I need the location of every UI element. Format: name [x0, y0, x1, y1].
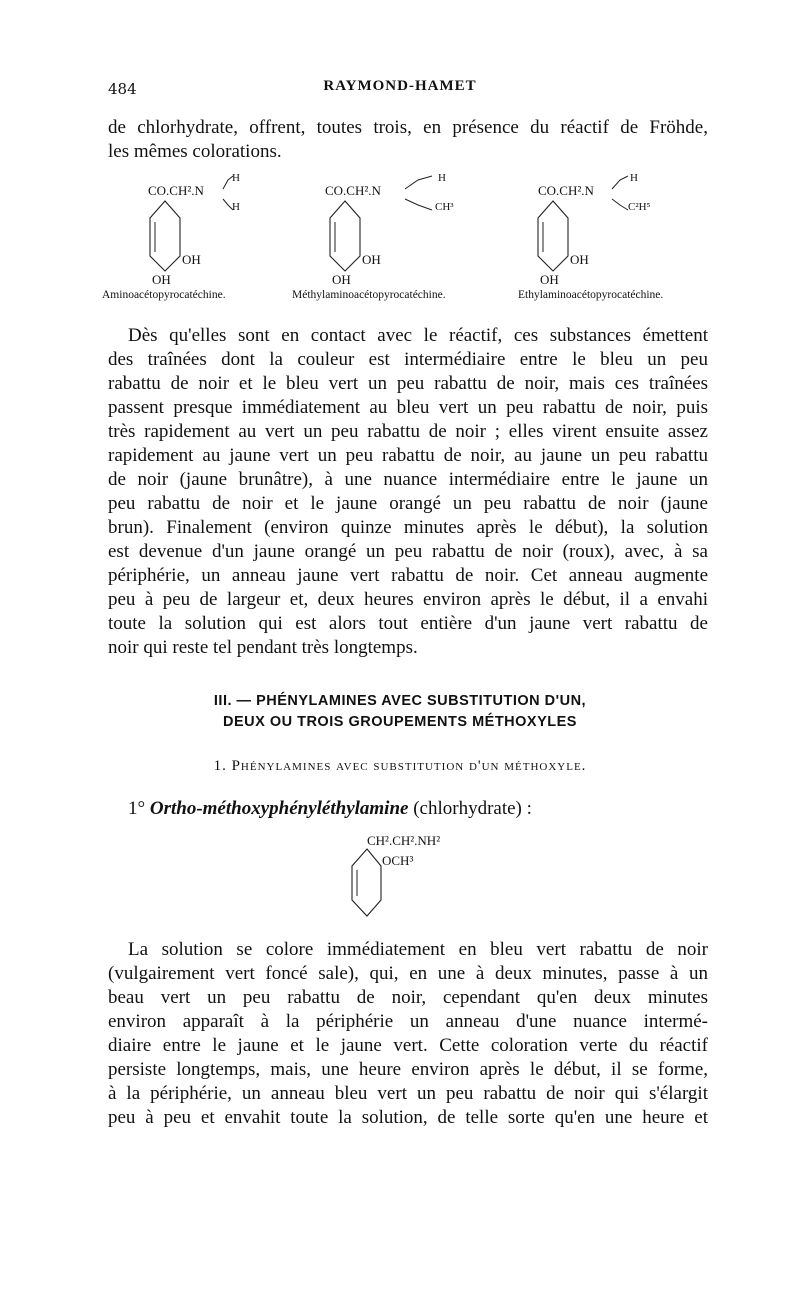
substituent-bottom: CH³: [435, 201, 454, 213]
hydroxyl-bottom: OH: [540, 272, 559, 287]
substituent-top: H: [232, 172, 240, 184]
paragraph-line: toute la solution qui est alors tout entière d'un jaune vert rabattu de: [108, 613, 708, 634]
section-heading-line-2: DEUX OU TROIS GROUPEMENTS MÉTHOXYLES: [223, 714, 577, 730]
paragraph-line: peu rabattu de noir et le jaune orangé un peu rabattu de noir (jaune: [108, 493, 708, 514]
compound-name: Ortho-méthoxyphényléthylamine: [149, 798, 409, 819]
side-chain-label: CO.CH².N: [148, 183, 204, 198]
paragraph-line: périphérie, un anneau jaune vert rabattu de noir. Cet anneau augmente: [108, 565, 708, 586]
paragraph-line: noir qui reste tel pendant très longtemps.: [108, 637, 418, 658]
substituent-bottom: H: [232, 201, 240, 213]
paragraph-line: environ apparaît à la périphérie un anneau d'une nuance intermé-: [108, 1011, 708, 1032]
hydroxyl-bottom: OH: [332, 272, 351, 287]
side-chain-label: CO.CH².N: [325, 183, 381, 198]
side-chain-label: CO.CH².N: [538, 183, 594, 198]
methoxy-label: OCH³: [382, 853, 414, 868]
paragraph-line: de noir (jaune brunâtre), à une nuance intermédiaire entre le jaune un: [108, 469, 708, 490]
paragraph-line: rapidement au jaune vert un peu rabattu de noir, au jaune un peu rabattu: [108, 445, 708, 466]
paragraph-line: Dès qu'elles sont en contact avec le réactif, ces substances émettent: [128, 325, 708, 346]
side-chain-label: CH².CH².NH²: [367, 833, 441, 848]
paragraph-line: persiste longtemps, mais, une heure environ après le début, il se forme,: [108, 1059, 708, 1080]
paragraph-line: rabattu de noir et le bleu vert un peu rabattu de noir, mais ces traînées: [108, 373, 708, 394]
substituent-top: H: [438, 172, 446, 184]
paragraph-line: brun). Finalement (environ quinze minutes après le début), la solution: [108, 517, 708, 538]
paragraph-line: à la périphérie, un anneau bleu vert un peu rabattu de noir qui s'élargit: [108, 1083, 708, 1104]
paragraph-line: des traînées dont la couleur est intermédiaire entre le bleu un peu: [108, 349, 708, 370]
paragraph-line: très rapidement au vert un peu rabattu de noir ; elles virent ensuite assez: [108, 421, 708, 442]
running-title: RAYMOND-HAMET: [323, 78, 477, 94]
structure-caption: Ethylaminoacétopyrocatéchine.: [518, 289, 664, 301]
paragraph-line: beau vert un peu rabattu de noir, cependant qu'en deux minutes: [108, 987, 708, 1008]
paragraph-line: La solution se colore immédiatement en bleu vert rabattu de noir: [128, 939, 708, 960]
compound-salt: (chlorhydrate) :: [413, 798, 532, 819]
paragraph-line: est devenue d'un jaune orangé un peu rabattu de noir (roux), avec, à sa: [108, 541, 708, 562]
structure-caption: Méthylaminoacétopyrocatéchine.: [292, 289, 446, 301]
intro-line: de chlorhydrate, offrent, toutes trois, en présence du réactif de Fröhde,: [108, 117, 708, 138]
section-heading-line-1: III. — PHÉNYLAMINES AVEC SUBSTITUTION D'UN,: [213, 693, 587, 709]
paragraph-line: peu à peu et envahit toute la solution, de telle sorte qu'en une heure et: [108, 1107, 708, 1128]
paragraph-line: diaire entre le jaune et le jaune vert. Cette coloration verte du réactif: [108, 1035, 708, 1056]
intro-line: les mêmes colorations.: [108, 141, 282, 162]
paragraph-line: (vulgairement vert foncé sale), qui, en une à deux minutes, passe à un: [108, 963, 708, 984]
subsection-heading: 1. Phénylamines avec substitution d'un méthoxyle.: [213, 758, 587, 774]
hydroxyl-bottom: OH: [152, 272, 171, 287]
structure-caption: Aminoacétopyrocatéchine.: [102, 289, 226, 301]
hydroxyl-ring: OH: [362, 252, 381, 267]
compound-number: 1°: [128, 798, 146, 819]
substituent-top: H: [630, 172, 638, 184]
paragraph-line: passent presque immédiatement au bleu vert un peu rabattu de noir, puis: [108, 397, 708, 418]
page-number: 484: [108, 80, 137, 98]
paragraph-line: peu à peu de largeur et, deux heures environ après le début, il a envahi: [108, 589, 708, 610]
substituent-bottom: C²H⁵: [628, 201, 651, 213]
hydroxyl-ring: OH: [182, 252, 201, 267]
hydroxyl-ring: OH: [570, 252, 589, 267]
